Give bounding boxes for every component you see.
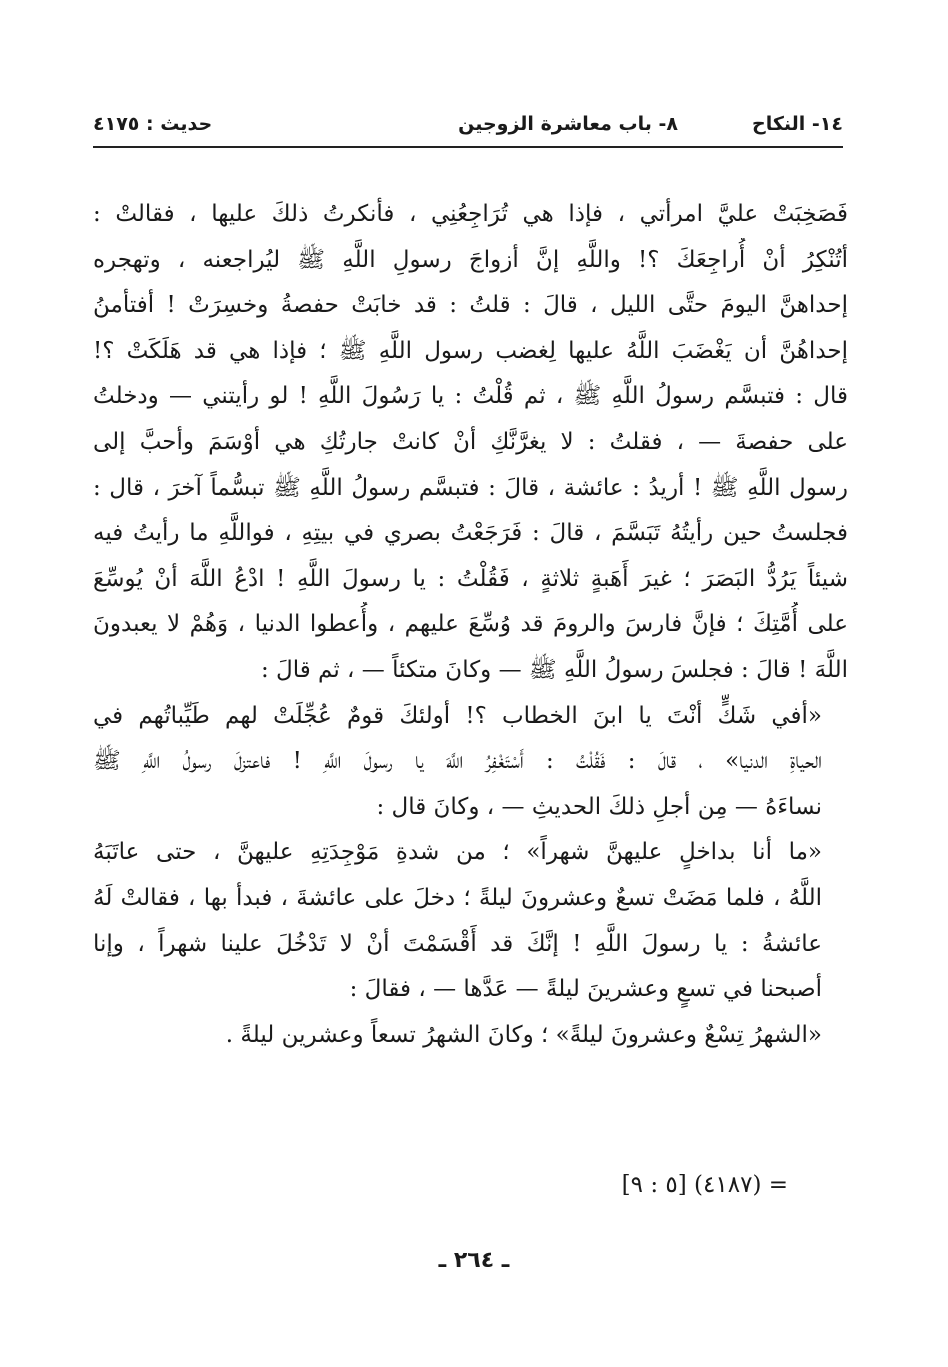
text-line: عائشةُ : يا رسولَ اللَّهِ ! إنَّكَ قد أَقْسَمْتَ أنْ لا تَدْخُلَ علينا شهراً ، وإنا [93, 930, 822, 957]
hadith-number: حديث : ٤١٧٥ [93, 113, 213, 135]
text-line: قال : فتبسَّم رسولُ اللَّهِ ﷺ ، ثم قُلْتُ : يا رَسُولَ اللَّهِ ! لو رأيتني — ودخلتُ [93, 383, 848, 410]
text-line: الحياةِ الدنيا» ، قالَ : فَقُلْتُ : أَسْتَغْفِرُ اللَّهَ يا رسولَ اللَّهِ ! فاعتزلَ رسولُ اللَّهِ ﷺ [93, 748, 822, 775]
text-line: اللَّهُ ، فلما مَضَتْ تسعٌ وعشرونَ ليلةً ؛ دخلَ على عائشةَ ، فبدأ بها ، فقالتْ لَهُ [93, 884, 822, 911]
text-line: «الشهرُ تِسْعٌ وعشرونَ ليلةً» ؛ وكانَ الشهرُ تسعاً وعشرين ليلةً . [225, 1021, 822, 1048]
text-line: «أفي شَكٍّ أنْتَ يا ابنَ الخطاب ؟! أولئكَ قومٌ عُجِّلَتْ لهم طَيِّباتُهم في [93, 702, 822, 729]
text-line: إحداهنَّ اليومَ حتَّى الليل ، قالَ : قلتُ : قد خابَتْ حفصةُ وخسِرَتْ ! أفتأمنُ [93, 292, 848, 319]
text-line: رسول اللَّهِ ﷺ ! أريدُ : عائشة ، قالَ : فتبسَّم رسولُ اللَّهِ ﷺ تبسُّماً آخرَ ، قال : [93, 474, 848, 501]
text-line: إحداهُنَّ أن يَغْضَبَ اللَّهُ عليها لِغضب رسول اللَّهِ ﷺ ؛ فإذا هي قد هَلَكَتْ ؟! [93, 337, 848, 364]
page-number: ـ ٢٦٤ ـ [438, 1248, 510, 1273]
chapter-title: ١٤- النكاح [752, 113, 843, 135]
text-line: فَصَخِبَتْ عليَّ امرأتي ، فإذا هي تُرَاجِعُنِي ، فأنكرتُ ذلكَ عليها ، فقالتْ : [93, 201, 848, 227]
text-line: على أُمَّتِكَ ؛ فإنَّ فارسَ والرومَ قد وُسِّعَ عليهم ، وأُعطوا الدنيا ، وَهُمْ لا يعبدونَ [93, 611, 848, 638]
hadith-text [93, 192, 848, 1058]
paragraph-3 [93, 830, 848, 1012]
text-line: أصبحنا في تسعٍ وعشرينَ ليلةً — عَدَّها — ، فقالَ : [349, 976, 822, 1003]
header-rule [93, 146, 843, 148]
page-header [93, 110, 843, 146]
text-line: اللَّهَ ! قالَ : فجلسَ رسولُ اللَّهِ ﷺ — وكانَ متكئاً — ، ثم قالَ : [260, 656, 848, 683]
hadith-reference: = (٤١٨٧) [٥ : ٩] [621, 1172, 788, 1198]
text-line: أتُنْكِرُ أنْ أُراجِعَكَ ؟! واللَّهِ إنَّ أزواجَ رسولِ اللَّهِ ﷺ ليُراجعنه ، وتهجره [93, 246, 848, 273]
paragraph-1 [93, 192, 848, 694]
text-line: شيئاً يَرُدُّ البَصَرَ ؛ غيرَ أَهَبةٍ ثلاثةٍ ، فَقُلْتُ : يا رسولَ اللَّهِ ! ادْعُ اللَّهَ أنْ يُوسِّعَ [93, 565, 848, 592]
paragraph-4 [93, 1013, 848, 1059]
section-title: ٨- باب معاشرة الزوجين [458, 113, 678, 135]
paragraph-2 [93, 694, 848, 831]
text-line: على حفصةَ — ، فقلتُ : لا يغرَّنَّكِ أنْ كانتْ جارتُكِ هي أوْسَمَ وأحبَّ إلى [93, 428, 848, 455]
text-line: فجلستُ حين رأيتُهُ تَبَسَّمَ ، قالَ : فَرَجَعْتُ بصري في بيتِهِ ، فواللَّهِ ما رأيتُ فيه [93, 520, 848, 547]
text-line: «ما أنا بداخلٍ عليهنَّ شهراً» ؛ من شدةِ مَوْجِدَتِهِ عليهنَّ ، حتى عاتَبَهُ [93, 839, 822, 866]
text-line: نساءَهُ — مِن أجلِ ذلكَ الحديثِ — ، وكانَ قال : [376, 793, 822, 820]
